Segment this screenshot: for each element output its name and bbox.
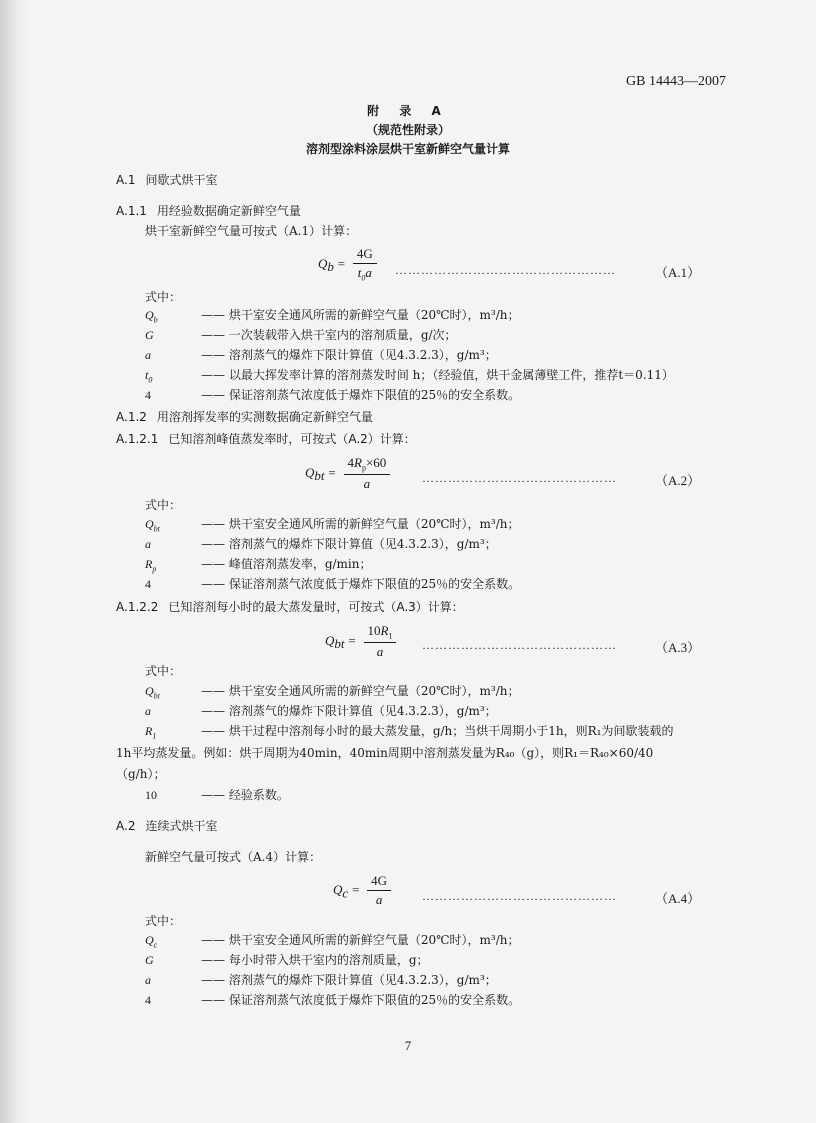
formula-a4: $Q_c$ = $\frac{4G}{a}$ (333, 873, 391, 908)
formula-a2: $Q_{bt}$ = $\frac{4R_p\times 60}{a}$ (305, 455, 390, 492)
lhs-subscript: b (327, 259, 334, 275)
where-label: 式中： (145, 664, 182, 678)
numerator: $4R_p\times 60$ (344, 455, 391, 475)
definition-row: a —— 溶剂蒸气的爆炸下限计算值（见4.3.2.3），g/m³； (145, 704, 497, 718)
appendix-type: （规范性附录） (365, 123, 450, 137)
clause-a122 (116, 598, 464, 615)
definition-row: $R_1$ —— 烘干过程中溶剂每小时的最大蒸发量，g/h；当烘干周期小于1h，则R₁为间歇装载的 (145, 724, 674, 741)
page-binding-edge (0, 0, 30, 1123)
clause-text: 已知溶剂峰值蒸发率时，可按式（A.2）计算： (168, 432, 416, 446)
fraction (367, 873, 391, 908)
intro-a2: 新鲜空气量可按式（A.4）计算： (145, 850, 322, 864)
clause-number: A.1.2.2 (116, 600, 159, 614)
definition-row: 4 —— 保证溶剂蒸气浓度低于爆炸下限值的25％的安全系数。 (145, 577, 521, 591)
equation-number: （A.4） (655, 891, 701, 906)
section-title: 用溶剂挥发率的实测数据确定新鲜空气量 (156, 410, 373, 424)
section-number: A.1.2 (116, 410, 147, 424)
lhs-symbol: Q (318, 255, 328, 271)
definition-row: 4 —— 保证溶剂蒸气浓度低于爆炸下限值的25％的安全系数。 (145, 388, 521, 402)
formula-a3: $Q_{bt}$ = $\frac{10R_1}{a}$ (325, 623, 396, 660)
page-number: 7 (404, 1038, 412, 1053)
fraction (364, 623, 397, 660)
definition-row: $Q_{bt}$ —— 烘干室安全通风所需的新鲜空气量（20℃时），m³/h； (145, 684, 520, 701)
definition-row: $Q_b$ —— 烘干室安全通风所需的新鲜空气量（20℃时），m³/h； (145, 308, 520, 325)
definition-row: $t_0$ —— 以最大挥发率计算的溶剂蒸发时间 h；（经验值，烘干金属薄壁工件，推荐t＝0.11） (145, 368, 674, 385)
where-label: 式中： (145, 290, 182, 304)
standard-number: GB 14443—2007 (626, 74, 726, 89)
fraction (353, 246, 377, 283)
definition-row: a —— 溶剂蒸气的爆炸下限计算值（见4.3.2.3），g/m³； (145, 973, 497, 987)
equation-number: （A.3） (655, 640, 701, 655)
denominator: $t_0a$ (357, 265, 372, 283)
section-title: 连续式烘干室 (145, 819, 218, 833)
appendix-heading: 附 录 A (367, 104, 449, 118)
definition-row: $Q_{bt}$ —— 烘干室安全通风所需的新鲜空气量（20℃时），m³/h； (145, 517, 520, 534)
denominator: a (376, 643, 384, 659)
numerator: $10R_1$ (364, 623, 397, 643)
section-number: A.1.1 (116, 204, 147, 218)
section-title: 间歇式烘干室 (145, 173, 218, 187)
definition-row: G —— 每小时带入烘干室内的溶剂质量，g； (145, 953, 429, 967)
formula-a1: $Q_b$ = $\frac{4G}{t_0a}$ (318, 246, 377, 283)
definition-row: a —— 溶剂蒸气的爆炸下限计算值（见4.3.2.3），g/m³； (145, 537, 497, 551)
clause-a121 (116, 430, 416, 447)
clause-number: A.1.2.1 (116, 432, 159, 446)
section-a1-heading (116, 171, 217, 188)
denominator: a (363, 475, 371, 491)
definition-row: $Q_c$ —— 烘干室安全通风所需的新鲜空气量（20℃时），m³/h； (145, 933, 520, 950)
definition-row: 4 —— 保证溶剂蒸气浓度低于爆炸下限值的25％的安全系数。 (145, 993, 521, 1007)
numerator: 4G (353, 246, 377, 264)
intro-a11: 烘干室新鲜空气量可按式（A.1）计算： (145, 224, 358, 238)
definition-continuation: 1h平均蒸发量。例如：烘干周期为40min，40min周期中溶剂蒸发量为R₄₀（g），则R₁＝R₄₀×60/40 (116, 746, 654, 760)
definition-row: G —— 一次装载带入烘干室内的溶剂质量，g/次； (145, 328, 457, 342)
equation-number: （A.2） (655, 473, 701, 488)
where-label: 式中： (145, 498, 182, 512)
section-a2-heading (116, 817, 217, 834)
where-label: 式中： (145, 914, 182, 928)
numerator: 4G (367, 873, 391, 891)
section-a12-heading (116, 408, 373, 425)
appendix-title: 溶剂型涂料涂层烘干室新鲜空气量计算 (305, 142, 510, 156)
definition-row: $R_p$ —— 峰值溶剂蒸发率，g/min； (145, 557, 372, 574)
definition-row: 10 —— 经验系数。 (145, 788, 289, 802)
fraction (344, 455, 391, 492)
section-number: A.1 (116, 173, 136, 187)
equation-number: （A.1） (655, 265, 701, 280)
definition-continuation: （g/h）； (116, 767, 166, 781)
section-a11-heading (116, 202, 301, 219)
definition-row: a —— 溶剂蒸气的爆炸下限计算值（见4.3.2.3），g/m³； (145, 348, 497, 362)
section-number: A.2 (116, 819, 136, 833)
denominator: a (375, 892, 383, 907)
section-title: 用经验数据确定新鲜空气量 (156, 204, 301, 218)
clause-text: 已知溶剂每小时的最大蒸发量时，可按式（A.3）计算： (168, 600, 464, 614)
